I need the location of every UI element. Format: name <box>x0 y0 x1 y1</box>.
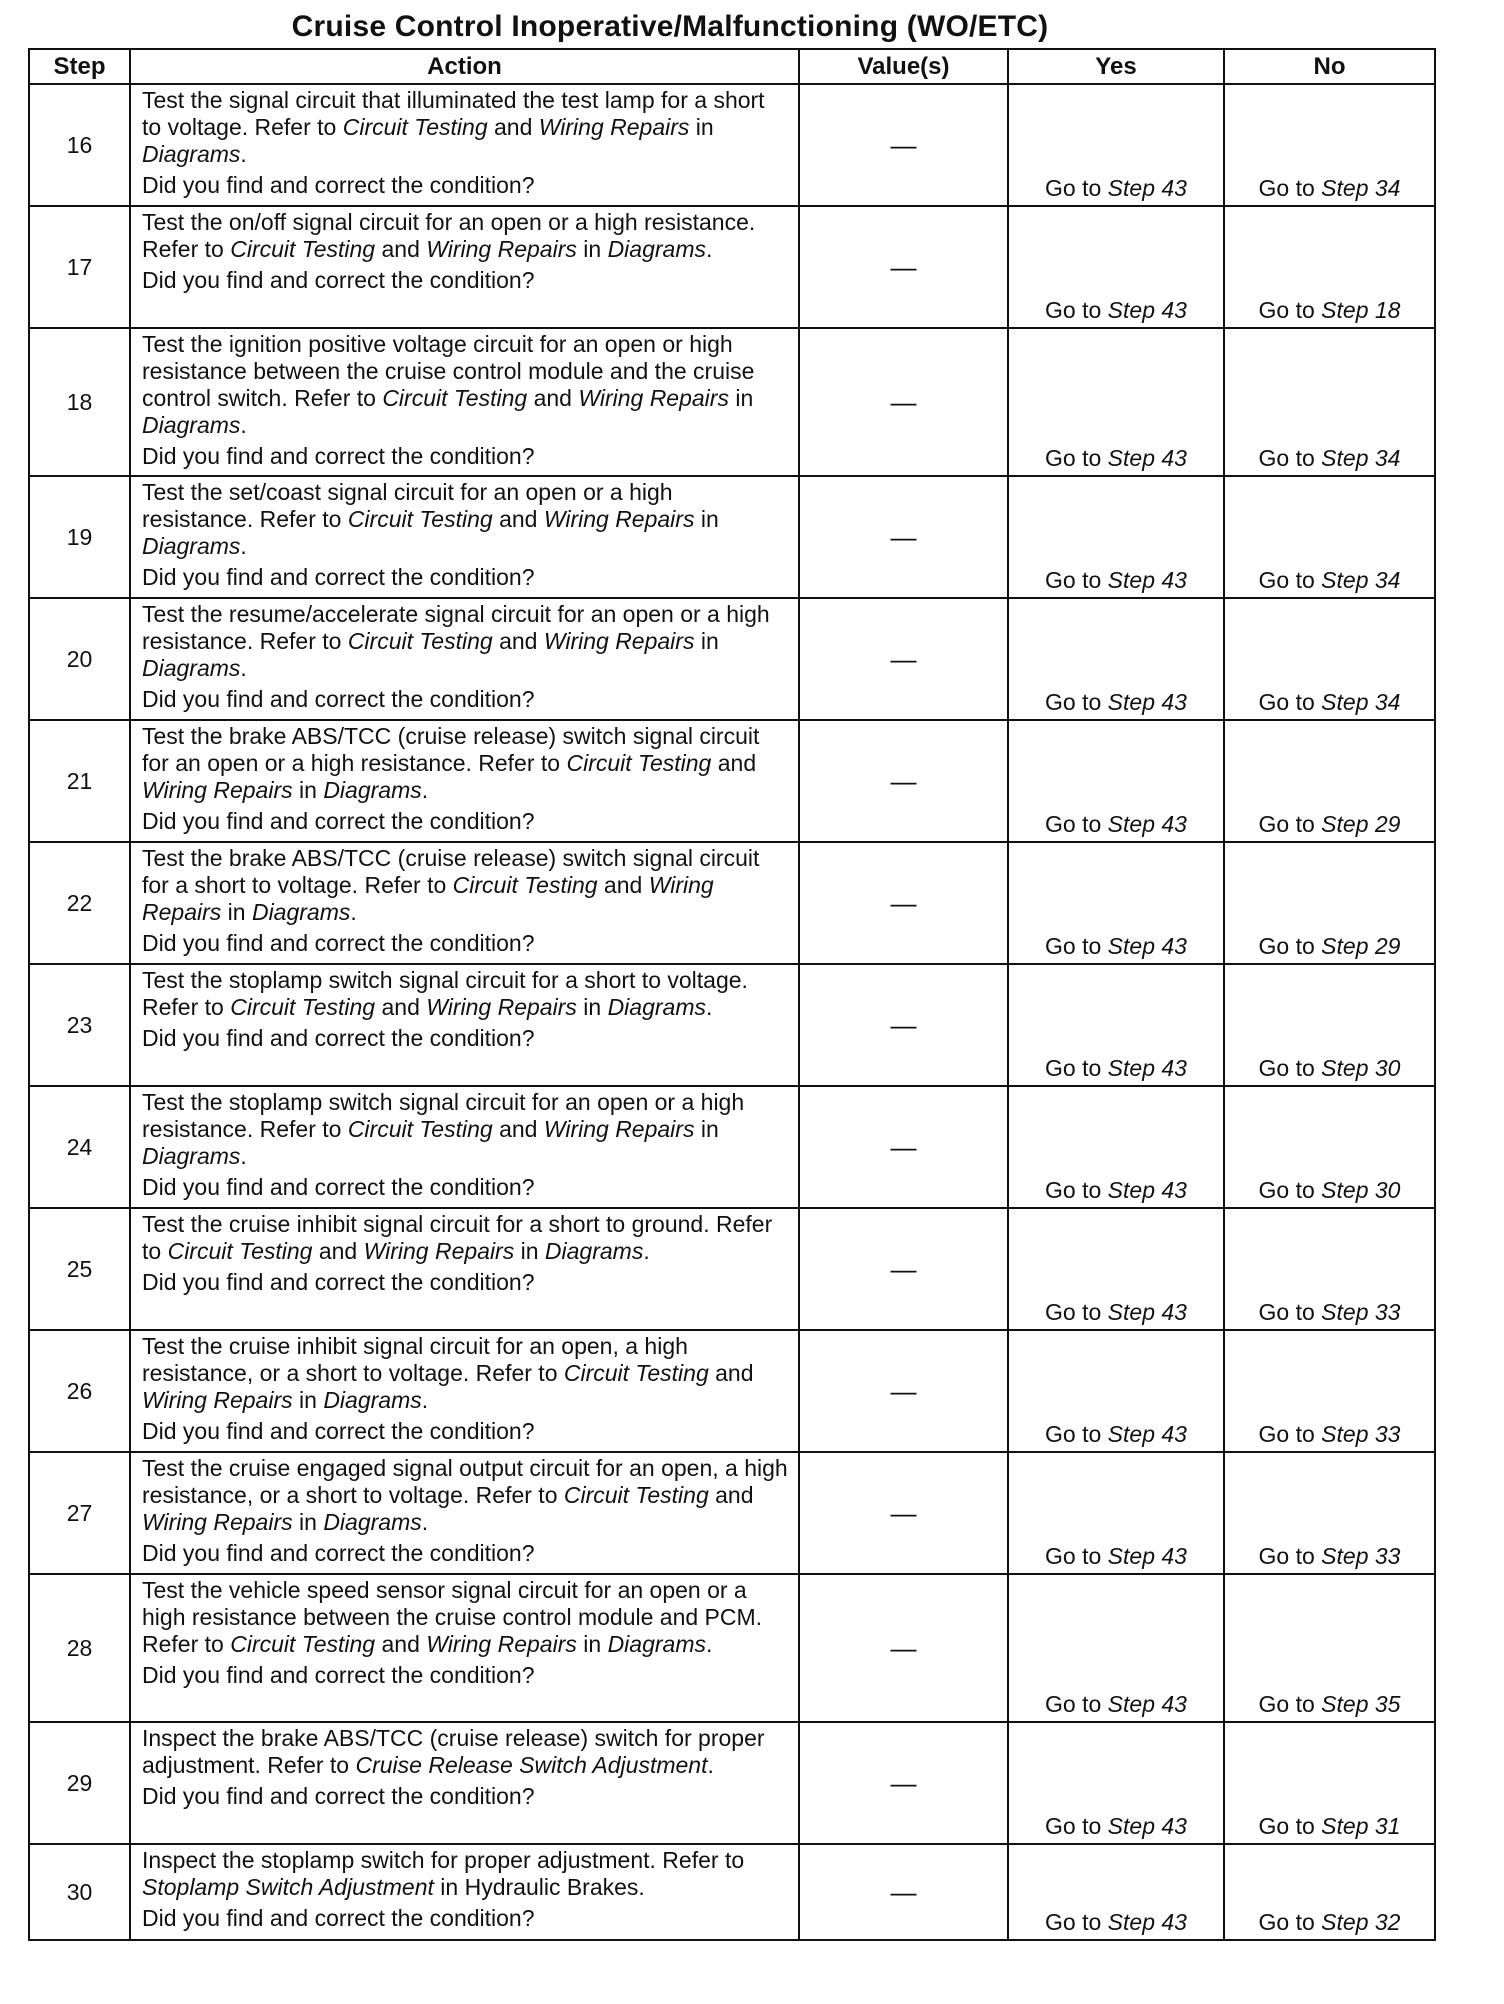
action-cell <box>130 84 799 206</box>
table-row <box>29 84 1435 206</box>
action-text <box>142 1577 790 1658</box>
yes-goto-prefix: Go to <box>1045 1421 1108 1447</box>
reference-text: Diagrams <box>323 1387 422 1413</box>
action-text <box>142 209 790 263</box>
step-number: 27 <box>29 1452 130 1574</box>
yes-goto-prefix: Go to <box>1045 1909 1108 1935</box>
no-goto-cell <box>1224 1452 1435 1574</box>
action-text-segment: Inspect the brake ABS/TCC (cruise release) switch for proper adjustment. Refer to <box>142 1725 765 1778</box>
value-cell: — <box>799 1722 1008 1844</box>
reference-text: Diagrams <box>323 1509 422 1535</box>
action-question: Did you find and correct the condition? <box>142 1783 535 1809</box>
action-cell <box>130 1574 799 1722</box>
action-text-segment: Test the stoplamp switch signal circuit for a short to voltage. Refer to <box>142 967 748 1020</box>
no-goto-cell <box>1224 720 1435 842</box>
step-number: 28 <box>29 1574 130 1722</box>
action-text-segment: Test the cruise inhibit signal circuit for a short to ground. Refer to <box>142 1211 773 1264</box>
reference-text: Wiring Repairs <box>578 385 729 411</box>
step-number: 21 <box>29 720 130 842</box>
no-goto-cell <box>1224 964 1435 1086</box>
yes-goto-step: Step 43 <box>1107 689 1187 715</box>
yes-goto-cell <box>1008 1330 1224 1452</box>
table-row <box>29 476 1435 598</box>
action-text <box>142 1847 790 1901</box>
yes-goto-prefix: Go to <box>1045 689 1108 715</box>
action-text-segment: . <box>240 141 247 167</box>
action-text-segment: . <box>421 1387 429 1413</box>
value-cell: — <box>799 1574 1008 1722</box>
no-goto-step: Step 34 <box>1321 689 1401 715</box>
action-cell <box>130 598 799 720</box>
no-goto-prefix: Go to <box>1258 1691 1322 1717</box>
reference-text: Circuit Testing <box>563 1482 709 1508</box>
no-goto-step: Step 18 <box>1321 297 1401 323</box>
no-goto-cell <box>1224 1330 1435 1452</box>
step-number: 29 <box>29 1722 130 1844</box>
reference-text: Wiring Repairs <box>426 236 577 262</box>
action-text-segment: . <box>705 994 713 1020</box>
action-text-segment: Test the cruise engaged signal output circuit for an open, a high resistance, or a short to voltage. Refer to <box>142 1455 788 1508</box>
action-text-segment: Test the resume/accelerate signal circuit for an open or a high resistance. Refer to <box>142 601 770 654</box>
action-text <box>142 1725 790 1779</box>
action-text-segment: Test the cruise inhibit signal circuit for an open, a high resistance, or a short to voltage. Refer to <box>142 1333 688 1386</box>
action-cell <box>130 328 799 476</box>
step-number: 30 <box>29 1844 130 1940</box>
action-cell <box>130 206 799 328</box>
action-text-segment: and <box>492 506 544 532</box>
page-title: Cruise Control Inoperative/Malfunctioning (WO/ETC) <box>291 10 1049 43</box>
action-text-segment: in <box>694 506 719 532</box>
yes-goto-cell <box>1008 84 1224 206</box>
action-cell <box>130 964 799 1086</box>
table-row <box>29 1330 1435 1452</box>
action-text <box>142 601 790 682</box>
no-goto-prefix: Go to <box>1258 1813 1322 1839</box>
no-goto-cell <box>1224 598 1435 720</box>
value-cell: — <box>799 1330 1008 1452</box>
action-text <box>142 967 790 1021</box>
yes-goto-cell <box>1008 598 1224 720</box>
action-text-segment: and <box>492 628 544 654</box>
no-goto-prefix: Go to <box>1258 689 1322 715</box>
column-header-action: Action <box>130 49 799 84</box>
yes-goto-step: Step 43 <box>1107 1813 1187 1839</box>
reference-text: Diagrams <box>142 655 241 681</box>
step-number: 18 <box>29 328 130 476</box>
reference-text: Circuit Testing <box>566 750 712 776</box>
action-question: Did you find and correct the condition? <box>142 172 535 198</box>
reference-text: Cruise Release Switch Adjustment <box>355 1752 708 1778</box>
reference-text: Wiring Repairs <box>142 1387 293 1413</box>
value-cell: — <box>799 1844 1008 1940</box>
no-goto-prefix: Go to <box>1258 1177 1322 1203</box>
yes-goto-cell <box>1008 964 1224 1086</box>
reference-text: Wiring Repairs <box>426 1631 577 1657</box>
table-row <box>29 206 1435 328</box>
yes-goto-step: Step 43 <box>1107 1909 1187 1935</box>
action-question: Did you find and correct the condition? <box>142 930 535 956</box>
no-goto-step: Step 33 <box>1321 1543 1401 1569</box>
action-question: Did you find and correct the condition? <box>142 1418 535 1444</box>
step-number: 23 <box>29 964 130 1086</box>
yes-goto-step: Step 43 <box>1107 1691 1187 1717</box>
action-text-segment: and <box>375 1631 427 1657</box>
yes-goto-step: Step 43 <box>1107 1421 1187 1447</box>
action-text-segment: and <box>492 1116 544 1142</box>
action-text-segment: and <box>375 236 427 262</box>
yes-goto-prefix: Go to <box>1045 933 1108 959</box>
yes-goto-step: Step 43 <box>1107 175 1187 201</box>
reference-text: Diagrams <box>544 1238 644 1264</box>
no-goto-cell <box>1224 1574 1435 1722</box>
action-question: Did you find and correct the condition? <box>142 1174 535 1200</box>
action-text-segment: and <box>527 385 579 411</box>
action-text-segment: Test the vehicle speed sensor signal circuit for an open or a high resistance between the cruise control module and PCM. Refer to <box>142 1577 763 1657</box>
action-text-segment: Test the brake ABS/TCC (cruise release) switch signal circuit for a short to voltage. Refer to <box>142 845 760 898</box>
yes-goto-cell <box>1008 1844 1224 1940</box>
action-text-segment: in <box>576 1631 608 1657</box>
column-header-values: Value(s) <box>799 49 1008 84</box>
action-text <box>142 1333 790 1414</box>
yes-goto-step: Step 43 <box>1107 1177 1187 1203</box>
action-text-segment: . <box>240 533 247 559</box>
value-cell: — <box>799 720 1008 842</box>
action-question: Did you find and correct the condition? <box>142 443 535 469</box>
action-text-segment: and <box>708 1482 754 1508</box>
action-question: Did you find and correct the condition? <box>142 1662 535 1688</box>
table-row <box>29 964 1435 1086</box>
reference-text: Circuit Testing <box>347 1116 493 1142</box>
step-number: 17 <box>29 206 130 328</box>
action-text-segment: Inspect the stoplamp switch for proper adjustment. Refer to <box>142 1847 745 1873</box>
no-goto-cell <box>1224 1208 1435 1330</box>
action-text-segment: . <box>240 412 247 438</box>
action-text-segment: in <box>221 899 252 925</box>
yes-goto-cell <box>1008 1452 1224 1574</box>
reference-text: Circuit Testing <box>563 1360 709 1386</box>
no-goto-cell <box>1224 206 1435 328</box>
action-question: Did you find and correct the condition? <box>142 1025 535 1051</box>
no-goto-cell <box>1224 842 1435 964</box>
reference-text: Diagrams <box>607 994 706 1020</box>
action-text <box>142 723 790 804</box>
no-goto-step: Step 29 <box>1321 811 1401 837</box>
no-goto-step: Step 29 <box>1321 933 1401 959</box>
reference-text: Wiring Repairs <box>142 1509 293 1535</box>
yes-goto-cell <box>1008 206 1224 328</box>
no-goto-prefix: Go to <box>1258 811 1322 837</box>
table-row <box>29 1722 1435 1844</box>
action-text-segment: . <box>421 1509 429 1535</box>
value-cell: — <box>799 598 1008 720</box>
no-goto-step: Step 35 <box>1321 1691 1401 1717</box>
yes-goto-cell <box>1008 1086 1224 1208</box>
yes-goto-prefix: Go to <box>1045 1177 1108 1203</box>
action-text <box>142 845 790 926</box>
reference-text: Wiring Repairs <box>543 506 695 532</box>
reference-text: Circuit Testing <box>230 994 376 1020</box>
yes-goto-cell <box>1008 1722 1224 1844</box>
action-text <box>142 1211 790 1265</box>
table-row <box>29 842 1435 964</box>
reference-text: Wiring Repairs <box>142 872 714 925</box>
no-goto-step: Step 30 <box>1321 1055 1401 1081</box>
yes-goto-prefix: Go to <box>1045 811 1108 837</box>
reference-text: Wiring Repairs <box>543 1116 695 1142</box>
action-question: Did you find and correct the condition? <box>142 267 535 293</box>
action-text-segment: in <box>292 777 324 803</box>
action-text-segment: . <box>705 1631 713 1657</box>
value-cell: — <box>799 206 1008 328</box>
yes-goto-step: Step 43 <box>1107 445 1187 471</box>
step-number: 26 <box>29 1330 130 1452</box>
action-cell <box>130 1722 799 1844</box>
reference-text: Circuit Testing <box>167 1238 313 1264</box>
action-text-segment: . <box>240 1143 247 1169</box>
yes-goto-prefix: Go to <box>1045 297 1108 323</box>
reference-text: Diagrams <box>323 777 422 803</box>
action-cell <box>130 1086 799 1208</box>
yes-goto-prefix: Go to <box>1045 1299 1108 1325</box>
action-text-segment: in <box>576 994 608 1020</box>
yes-goto-cell <box>1008 720 1224 842</box>
reference-text: Wiring Repairs <box>142 777 293 803</box>
table-row <box>29 598 1435 720</box>
value-cell: — <box>799 1452 1008 1574</box>
action-text-segment: in <box>514 1238 545 1264</box>
action-cell <box>130 842 799 964</box>
action-text <box>142 331 790 439</box>
action-cell <box>130 476 799 598</box>
yes-goto-step: Step 43 <box>1107 811 1187 837</box>
yes-goto-prefix: Go to <box>1045 175 1108 201</box>
action-cell <box>130 1330 799 1452</box>
yes-goto-cell <box>1008 328 1224 476</box>
action-cell <box>130 720 799 842</box>
action-cell <box>130 1452 799 1574</box>
diagnostic-table <box>28 48 1436 1941</box>
reference-text: Circuit Testing <box>452 872 598 898</box>
yes-goto-prefix: Go to <box>1045 1813 1108 1839</box>
no-goto-step: Step 34 <box>1321 445 1401 471</box>
reference-text: Diagrams <box>251 899 351 925</box>
value-cell: — <box>799 964 1008 1086</box>
no-goto-step: Step 34 <box>1321 567 1401 593</box>
yes-goto-step: Step 43 <box>1107 1543 1187 1569</box>
value-cell: — <box>799 1086 1008 1208</box>
action-text-segment: in <box>694 1116 719 1142</box>
value-cell: — <box>799 842 1008 964</box>
no-goto-prefix: Go to <box>1258 297 1322 323</box>
table-row <box>29 1086 1435 1208</box>
no-goto-step: Step 33 <box>1321 1421 1401 1447</box>
yes-goto-cell <box>1008 842 1224 964</box>
no-goto-prefix: Go to <box>1258 1543 1322 1569</box>
no-goto-prefix: Go to <box>1258 1909 1322 1935</box>
action-text-segment: Test the signal circuit that illuminated the test lamp for a short to voltage. Refer to <box>142 87 765 140</box>
reference-text: Stoplamp Switch Adjustment <box>142 1874 434 1900</box>
no-goto-prefix: Go to <box>1258 933 1322 959</box>
yes-goto-step: Step 43 <box>1107 1055 1187 1081</box>
table-row <box>29 1574 1435 1722</box>
action-question: Did you find and correct the condition? <box>142 1269 535 1295</box>
table-row <box>29 1208 1435 1330</box>
action-text <box>142 479 790 560</box>
reference-text: Diagrams <box>607 236 706 262</box>
yes-goto-prefix: Go to <box>1045 567 1108 593</box>
table-row <box>29 1844 1435 1940</box>
step-number: 19 <box>29 476 130 598</box>
action-text <box>142 87 790 168</box>
table-row <box>29 720 1435 842</box>
action-text-segment: . <box>643 1238 650 1264</box>
no-goto-step: Step 31 <box>1321 1813 1401 1839</box>
action-cell <box>130 1208 799 1330</box>
no-goto-prefix: Go to <box>1258 445 1322 471</box>
column-header-step: Step <box>29 49 130 84</box>
reference-text: Wiring Repairs <box>363 1238 515 1264</box>
yes-goto-step: Step 43 <box>1107 297 1187 323</box>
yes-goto-step: Step 43 <box>1107 1299 1187 1325</box>
yes-goto-step: Step 43 <box>1107 933 1187 959</box>
no-goto-cell <box>1224 1722 1435 1844</box>
no-goto-step: Step 33 <box>1321 1299 1401 1325</box>
action-cell <box>130 1844 799 1940</box>
table-body <box>29 84 1435 1940</box>
reference-text: Wiring Repairs <box>543 628 695 654</box>
reference-text: Circuit Testing <box>342 114 488 140</box>
reference-text: Diagrams <box>142 141 241 167</box>
no-goto-prefix: Go to <box>1258 1055 1322 1081</box>
action-question: Did you find and correct the condition? <box>142 808 535 834</box>
no-goto-step: Step 32 <box>1321 1909 1401 1935</box>
action-text-segment: in <box>292 1509 324 1535</box>
value-cell: — <box>799 84 1008 206</box>
value-cell: — <box>799 476 1008 598</box>
action-text-segment: in <box>689 114 714 140</box>
no-goto-prefix: Go to <box>1258 1421 1322 1447</box>
action-question: Did you find and correct the condition? <box>142 564 535 590</box>
reference-text: Circuit Testing <box>230 1631 376 1657</box>
reference-text: Wiring Repairs <box>538 114 690 140</box>
step-number: 20 <box>29 598 130 720</box>
yes-goto-prefix: Go to <box>1045 1543 1108 1569</box>
yes-goto-cell <box>1008 1574 1224 1722</box>
action-text-segment: Test the stoplamp switch signal circuit for an open or a high resistance. Refer to <box>142 1089 745 1142</box>
reference-text: Wiring Repairs <box>426 994 577 1020</box>
table-row <box>29 328 1435 476</box>
column-header-yes: Yes <box>1008 49 1224 84</box>
yes-goto-cell <box>1008 476 1224 598</box>
yes-goto-prefix: Go to <box>1045 445 1108 471</box>
action-text-segment: and <box>375 994 427 1020</box>
no-goto-step: Step 30 <box>1321 1177 1401 1203</box>
no-goto-cell <box>1224 1086 1435 1208</box>
reference-text: Diagrams <box>142 412 241 438</box>
no-goto-prefix: Go to <box>1258 567 1322 593</box>
action-text-segment: . <box>707 1752 714 1778</box>
action-text-segment: in <box>292 1387 324 1413</box>
yes-goto-step: Step 43 <box>1107 567 1187 593</box>
no-goto-prefix: Go to <box>1258 1299 1322 1325</box>
action-text-segment: . <box>421 777 429 803</box>
action-question: Did you find and correct the condition? <box>142 686 535 712</box>
action-text-segment: . <box>240 655 247 681</box>
action-text-segment: in <box>694 628 719 654</box>
table-header-row <box>29 49 1435 84</box>
action-text-segment: Test the brake ABS/TCC (cruise release) switch signal circuit for an open or a high resistance. Refer to <box>142 723 760 776</box>
action-text-segment: in <box>728 385 754 411</box>
action-question: Did you find and correct the condition? <box>142 1905 535 1931</box>
table-row <box>29 1452 1435 1574</box>
step-number: 16 <box>29 84 130 206</box>
action-text-segment: in <box>576 236 608 262</box>
reference-text: Diagrams <box>607 1631 706 1657</box>
action-text-segment: Test the ignition positive voltage circuit for an open or high resistance between the cruise control module and the cruise control switch. Refer to <box>142 331 755 411</box>
reference-text: Circuit Testing <box>230 236 376 262</box>
reference-text: Diagrams <box>142 1143 241 1169</box>
no-goto-prefix: Go to <box>1258 175 1322 201</box>
reference-text: Diagrams <box>142 533 241 559</box>
reference-text: Circuit Testing <box>347 628 493 654</box>
action-text-segment: Test the on/off signal circuit for an open or a high resistance. Refer to <box>142 209 756 262</box>
action-text <box>142 1089 790 1170</box>
no-goto-cell <box>1224 328 1435 476</box>
action-text-segment: . <box>350 899 357 925</box>
yes-goto-prefix: Go to <box>1045 1691 1108 1717</box>
column-header-no: No <box>1224 49 1435 84</box>
step-number: 25 <box>29 1208 130 1330</box>
action-text-segment: . <box>705 236 713 262</box>
reference-text: Circuit Testing <box>347 506 493 532</box>
step-number: 24 <box>29 1086 130 1208</box>
action-text <box>142 1455 790 1536</box>
yes-goto-prefix: Go to <box>1045 1055 1108 1081</box>
reference-text: Circuit Testing <box>382 385 528 411</box>
step-number: 22 <box>29 842 130 964</box>
value-cell: — <box>799 328 1008 476</box>
no-goto-step: Step 34 <box>1321 175 1401 201</box>
action-text-segment: Test the set/coast signal circuit for an open or a high resistance. Refer to <box>142 479 673 532</box>
value-cell: — <box>799 1208 1008 1330</box>
action-text-segment: in Hydraulic Brakes. <box>433 1874 645 1900</box>
yes-goto-cell <box>1008 1208 1224 1330</box>
action-text-segment: and <box>708 1360 754 1386</box>
action-text-segment: and <box>312 1238 364 1264</box>
no-goto-cell <box>1224 84 1435 206</box>
action-question: Did you find and correct the condition? <box>142 1540 535 1566</box>
action-text-segment: and <box>597 872 649 898</box>
no-goto-cell <box>1224 1844 1435 1940</box>
action-text-segment: and <box>711 750 757 776</box>
action-text-segment: and <box>487 114 539 140</box>
no-goto-cell <box>1224 476 1435 598</box>
